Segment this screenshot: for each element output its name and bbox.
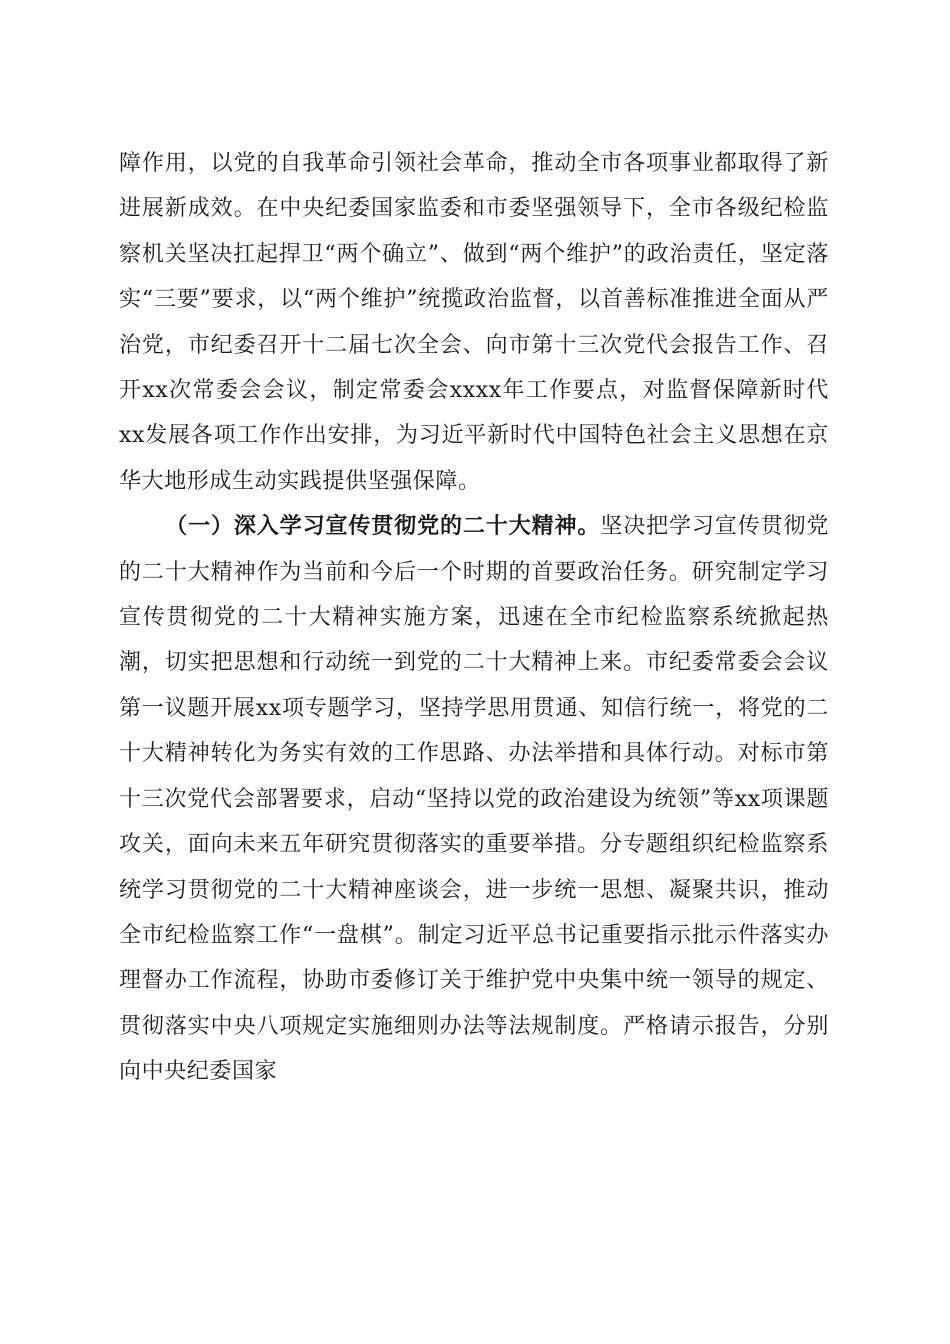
paragraph-text: 障作用，以党的自我革命引领社会革命，推动全市各项事业都取得了新进展新成效。在中央纪委国家监委和市委坚强领导下，全市各级纪检监察机关坚决扛起捍卫“两个确立”、做到“两个维护”的政治责任，坚定落实“三要”要求，以“两个维护”统揽政治监督，以首善标准推进全面从严治党，市纪委召开十二届七次全会、向市第十三次党代会报告工作、召开xx次常委会会议，制定常委会xxxx年工作要点，对监督保障新时代xx发展各项工作作出安排，为习近平新时代中国特色社会主义思想在京华大地形成生动实践提供坚强保障。 <box>119 151 829 494</box>
paragraph-continuation <box>119 141 829 504</box>
section-heading: （一）深入学习宣传贯彻党的二十大精神。 <box>165 513 601 540</box>
document-body <box>119 141 829 1095</box>
paragraph-section-one <box>119 504 829 1094</box>
paragraph-text: 坚决把学习宣传贯彻党的二十大精神作为当前和今后一个时期的首要政治任务。研究制定学习宣传贯彻党的二十大精神实施方案，迅速在全市纪检监察系统掀起热潮，切实把思想和行动统一到党的二十大精神上来。市纪委常委会会议第一议题开展xx项专题学习，坚持学思用贯通、知信行统一，将党的二十大精神转化为务实有效的工作思路、办法举措和具体行动。对标市第十三次党代会部署要求，启动“坚持以党的政治建设为统领”等xx项课题攻关，面向未来五年研究贯彻落实的重要举措。分专题组织纪检监察系统学习贯彻党的二十大精神座谈会，进一步统一思想、凝聚共识，推动全市纪检监察工作“一盘棋”。制定习近平总书记重要指示批示件落实办理督办工作流程，协助市委修订关于维护党中央集中统一领导的规定、贯彻落实中央八项规定实施细则办法等法规制度。严格请示报告，分别向中央纪委国家 <box>119 514 829 1085</box>
